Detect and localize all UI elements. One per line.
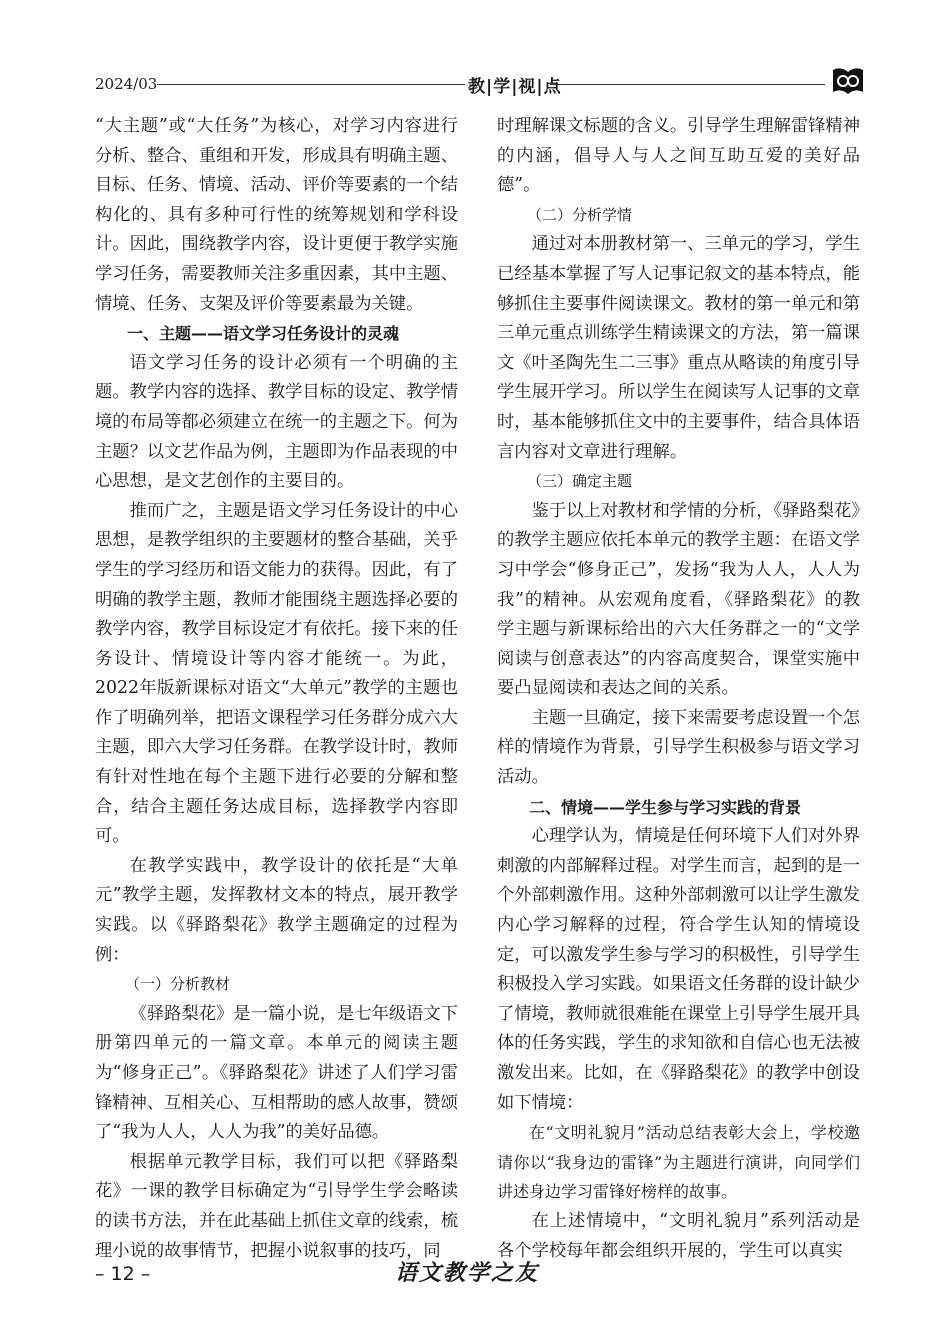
right-column [497,112,860,1266]
paragraph: 语文学习任务的设计必须有一个明确的主题。教学内容的选择、教学目标的设定、教学情境的布局等都必须建立在统一的主题之下。何为主题？以文艺作品为例，主题即为作品表现的中心思想，是文艺创作的主要目的。 [95,352,458,492]
subsection-heading: （三）确定主题 [527,472,633,491]
paragraph: 在上述情境中，“文明礼貌月”系列活动是各个学校每年都会组织开展的，学生可以真实 [497,1210,860,1261]
paragraph: 时理解课文标题的含义。引导学生理解雷锋精神的内涵，倡导人与人之间互助互爱的美好品德”。 [497,116,860,196]
section-heading: 二、情境——学生参与学习实践的背景 [529,797,802,817]
page-number: – 12 – [95,1263,151,1285]
header-rule-left [157,84,465,85]
paragraph: 在教学实践中，教学设计的依托是“大单元”教学主题，发挥教材文本的特点，展开教学实践。以《驿路梨花》教学主题确定的过程为例： [95,855,458,965]
subsection-heading: （一）分析教材 [125,975,231,994]
section-heading: 一、主题——语文学习任务设计的灵魂 [127,324,400,344]
paragraph: 心理学认为，情境是任何环境下人们对外界刺激的内部解释过程。对学生而言，起到的是一个外部刺激作用。这种外部刺激可以让学生激发内心学习解释的过程，符合学生认知的情境设定，可以激发学生参与学习的积极性，引导学生积极投入学习实践。如果语文任务群的设计缺少了情境，教师就很难能在课堂上引导学生展开具体的任务实践，学生的求知欲和自信心也无法被激发出来。比如，在《驿路梨花》的教学中创设如下情境： [497,826,860,1113]
left-column [95,112,458,1266]
issue-date: 2024/03 [95,75,158,93]
paragraph: 根据单元教学目标，我们可以把《驿路梨花》一课的教学目标确定为“引导学生学会略读的读书方法，并在此基础上抓住文章的线索，梳理小说的故事情节，把握小说叙事的技巧，同 [95,1151,458,1261]
paragraph: 《驿路梨花》是一篇小说，是七年级语文下册第四单元的一篇文章。本单元的阅读主题为“修身正己”。《驿路梨花》讲述了人们学习雷锋精神、互相关心、互相帮助的感人故事，赞颂了“我为人人，人人为我”的美好品德。 [95,1003,458,1143]
magazine-logo-icon [831,66,865,96]
subsection-heading: （二）分析学情 [527,205,633,224]
situation-quote: 在“文明礼貌月”活动总结表彰大会上，学校邀请你以“我身边的雷锋”为主题进行演讲，向同学们讲述身边学习雷锋好榜样的故事。 [497,1123,860,1202]
paragraph: 鉴于以上对教材和学情的分析，《驿路梨花》的教学主题应依托本单元的教学主题：在语文学习中学会“修身正己”，发扬“我为人人，人人为我”的精神。从宏观角度看，《驿路梨花》的教学主题与新课标给出的六大任务群之一的“文学阅读与创意表达”的内容高度契合，课堂实施中要凸显阅读和表达之间的关系。 [497,500,860,699]
paragraph: 推而广之，主题是语文学习任务设计的中心思想，是教学组织的主要题材的整合基础，关乎学生的学习经历和语文能力的获得。因此，有了明确的教学主题，教师才能围绕主题选择必要的教学内容，教学目标设定才有依托。接下来的任务设计、情境设计等内容才能统一。为此，2022年版新课标对语文“大单元”教学的主题也作了明确列举，把语文课程学习任务群分成六大主题，即六大学习任务群。在教学设计时，教师有针对性地在每个主题下进行必要的分解和整合，结合主题任务达成目标，选择教学内容即可。 [95,500,458,847]
paragraph: 主题一旦确定，接下来需要考虑设置一个怎样的情境作为背景，引导学生积极参与语文学习活动。 [497,707,860,788]
header-rule-right [550,84,825,85]
section-title: 教|学|视|点 [468,77,562,97]
paragraph: “大主题”或“大任务”为核心，对学习内容进行分析、整合、重组和开发，形成具有明确主题、目标、任务、情境、活动、评价等要素的一个结构化的、具有多种可行性的统筹规划和学科设计。因此，围绕教学内容，设计更便于教学实施学习任务，需要教师关注多重因素，其中主题、情境、任务、支架及评价等要素最为关键。 [95,116,458,314]
paragraph: 通过对本册教材第一、三单元的学习，学生已经基本掌握了写人记事记叙文的基本特点，能够抓住主要事件阅读课文。教材的第一单元和第三单元重点训练学生精读课文的方法，第一篇课文《叶圣陶先生二三事》重点从略读的角度引导学生展开学习。所以学生在阅读写人记事的文章时，基本能够抓住文中的主要事件，结合具体语言内容对文章进行理解。 [497,234,860,462]
page-header [95,72,865,100]
magazine-name: 语文教学之友 [395,1260,540,1286]
